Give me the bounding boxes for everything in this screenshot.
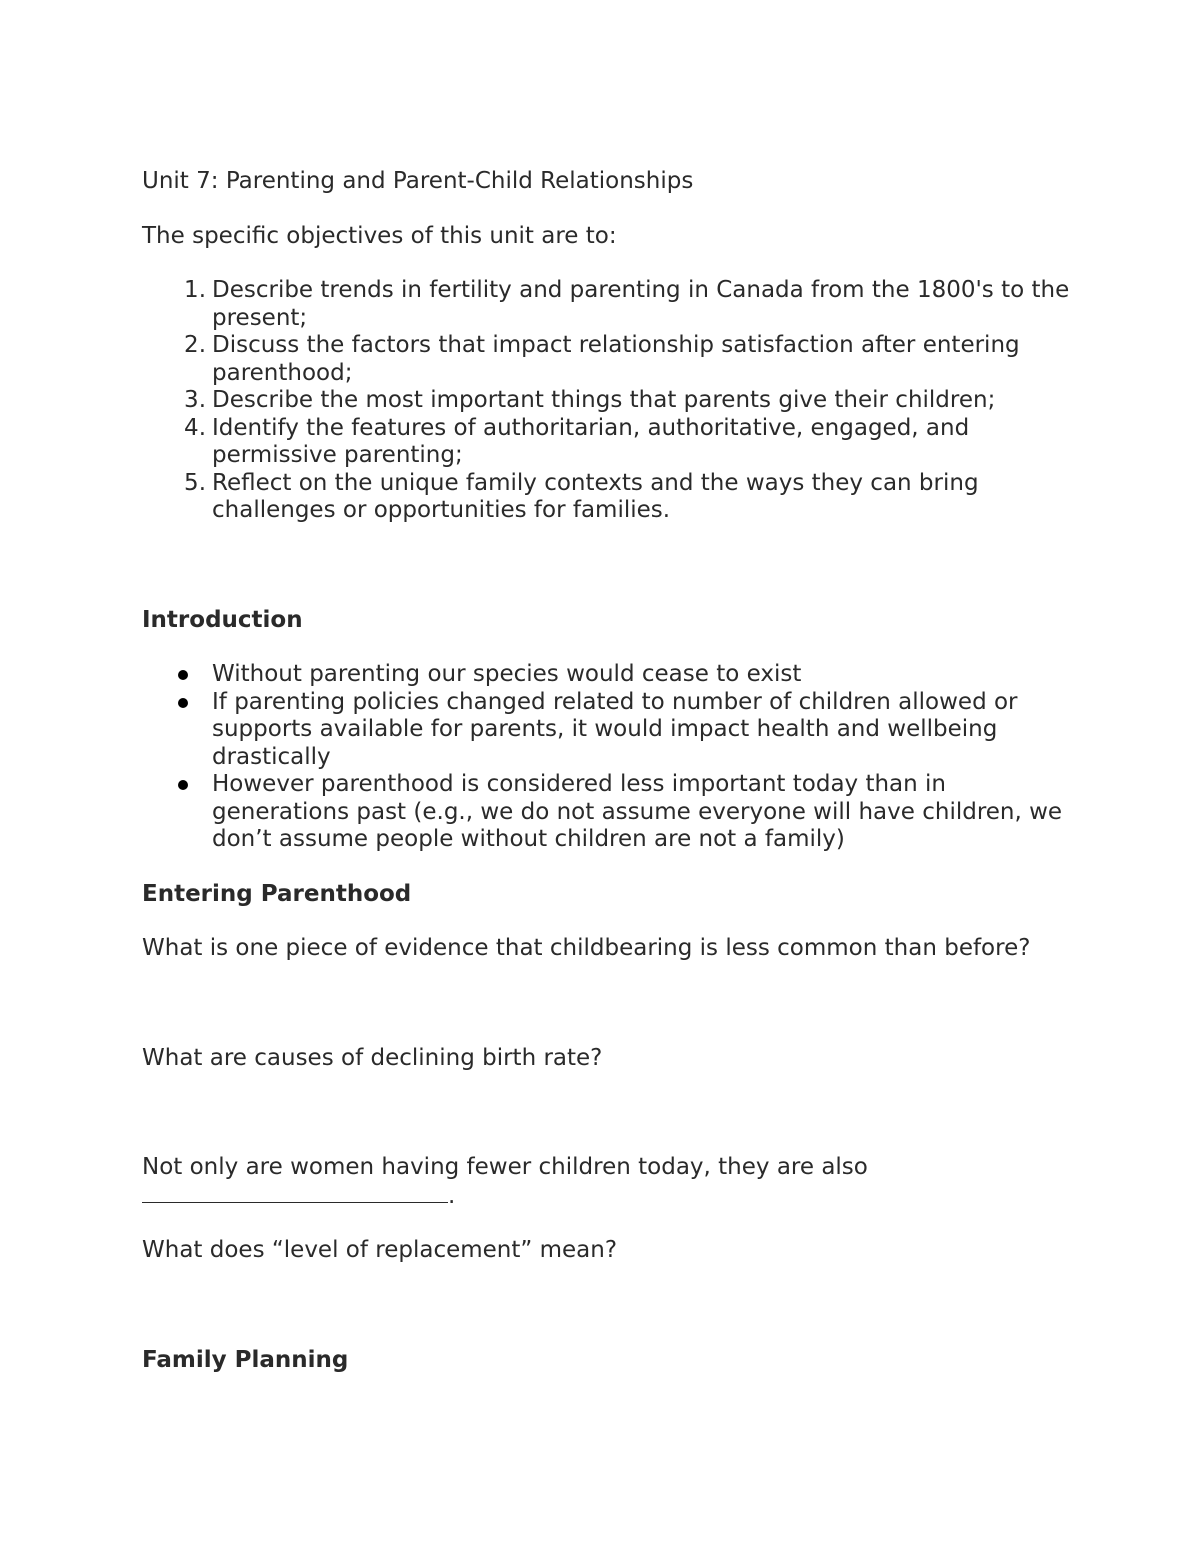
- objectives-intro: The specific objectives of this unit are to:: [142, 222, 617, 249]
- entering-parenthood-heading: Entering Parenthood: [142, 880, 412, 907]
- question-fill-in-text: Not only are women having fewer children today, they are also: [142, 1154, 868, 1180]
- question-evidence: What is one piece of evidence that childbearing is less common than before?: [142, 935, 1031, 961]
- question-replacement: What does “level of replacement” mean?: [142, 1237, 618, 1263]
- introduction-heading: Introduction: [142, 606, 303, 633]
- introduction-bullets: [142, 661, 1072, 854]
- objective-item: Describe trends in fertility and parenting in Canada from the 1800's to the present;: [212, 277, 1070, 331]
- objective-item: Reflect on the unique family contexts and the ways they can bring challenges or opportunities for families.: [212, 469, 979, 523]
- question-fill-in-end: .: [448, 1182, 456, 1209]
- objective-item: Describe the most important things that parents give their children;: [212, 387, 996, 413]
- question-fill-in: [142, 1154, 1072, 1210]
- answer-blank-line: [142, 1182, 448, 1203]
- objectives-list: [142, 277, 1072, 525]
- bullet-item: However parenthood is considered less important today than in generations past (e.g., we do not assume everyone will have children, we don’t assume people without children are not a family): [212, 771, 1072, 854]
- document-page: [142, 168, 1072, 1374]
- bullet-item: Without parenting our species would cease to exist: [212, 661, 1072, 689]
- question-causes: What are causes of declining birth rate?: [142, 1044, 603, 1071]
- objective-item: Identify the features of authoritarian, authoritative, engaged, and permissive parenting;: [212, 414, 970, 468]
- objective-item: Discuss the factors that impact relationship satisfaction after entering parenthood;: [212, 332, 1020, 386]
- bullet-item: If parenting policies changed related to number of children allowed or supports available for parents, it would impact health and wellbeing drastically: [212, 689, 1072, 772]
- document-title: Unit 7: Parenting and Parent-Child Relationships: [142, 168, 694, 194]
- family-planning-heading: Family Planning: [142, 1346, 349, 1373]
